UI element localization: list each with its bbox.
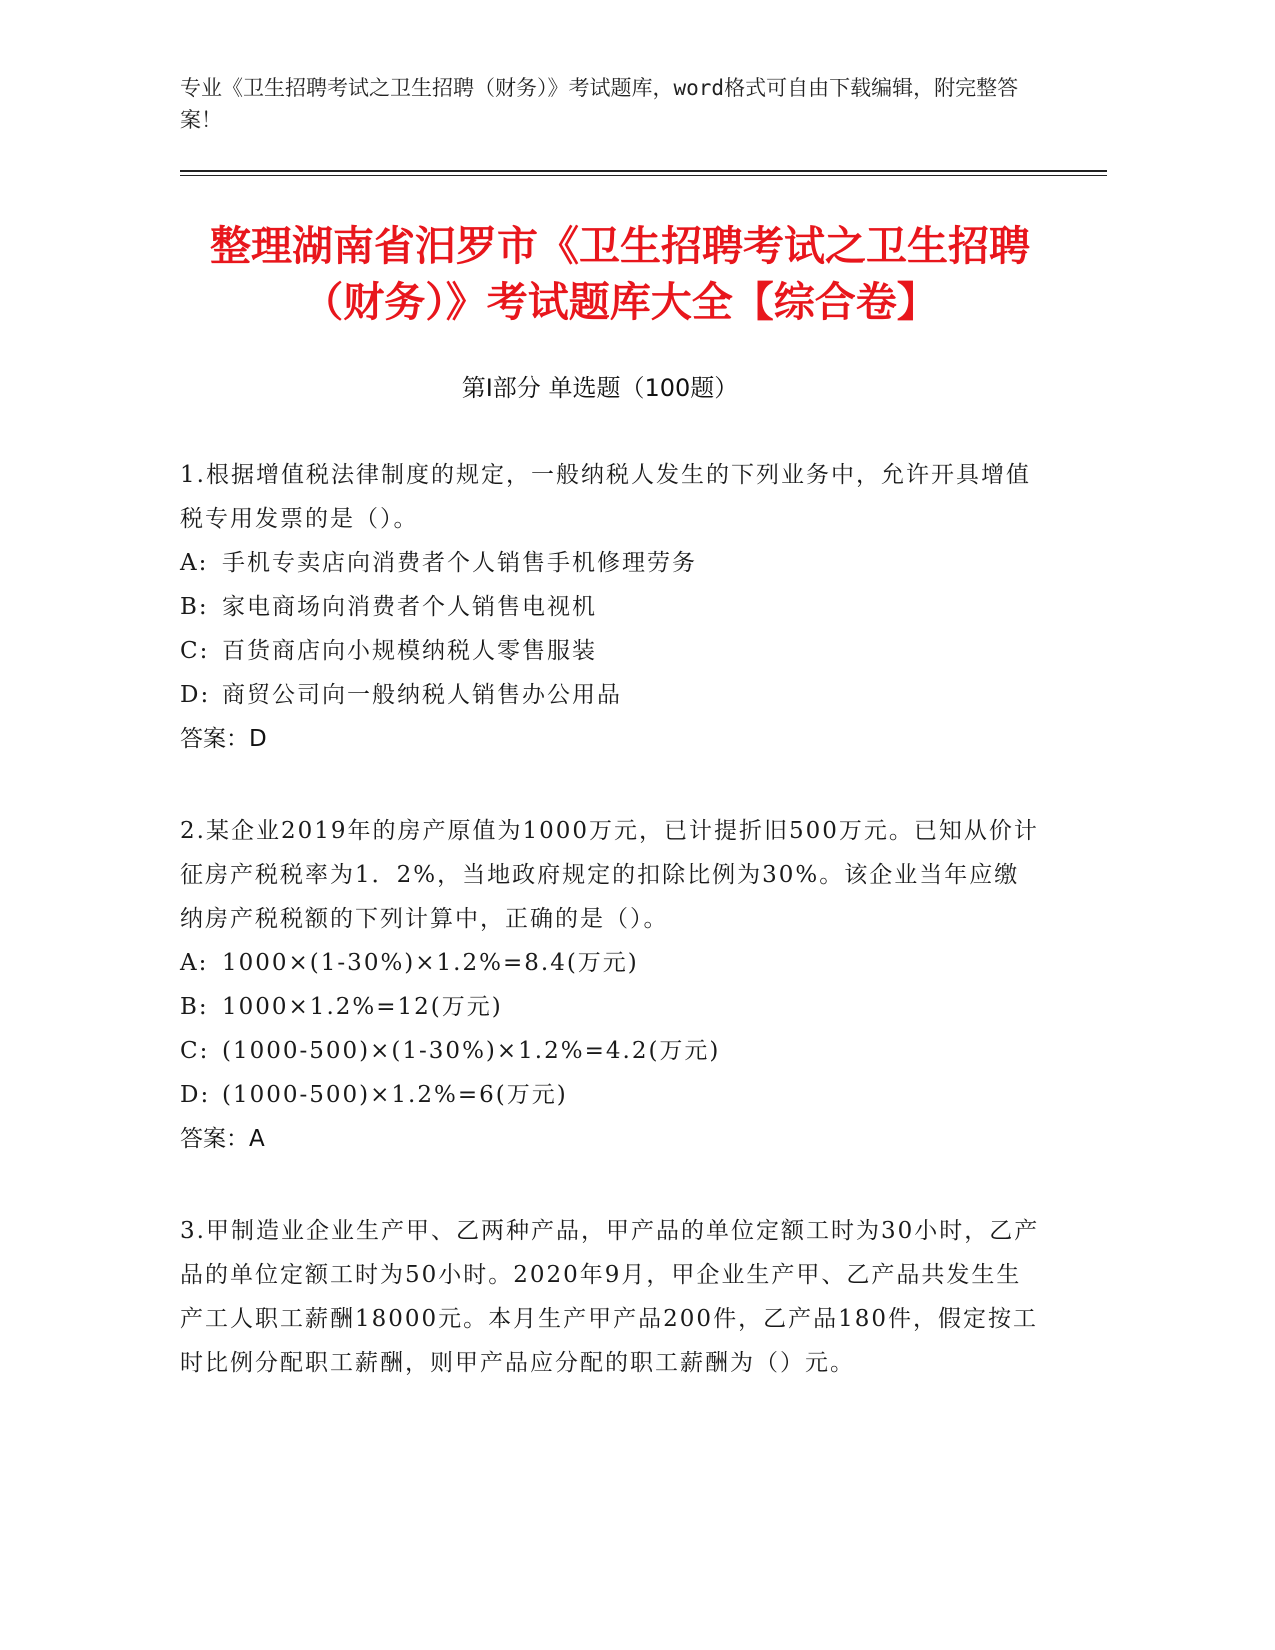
question-stem: 3.甲制造业企业生产甲、乙两种产品，甲产品的单位定额工时为30小时，乙产品的单位定额工时为50小时。2020年9月，甲企业生产甲、乙产品共发生生产工人职工薪酬18000元。本月生产甲产品200件，乙产品180件，假定按工时比例分配职工薪酬，则甲产品应分配的职工薪酬为（）元。 [180,1218,1040,1376]
option-key: C: [180,638,210,664]
option-b [180,985,1040,1029]
option-text: 商贸公司向一般纳税人销售办公用品 [222,682,622,708]
header-divider-thin [180,175,1107,176]
option-c [180,1029,1040,1073]
option-key: D: [180,1082,211,1108]
option-text: (1000-500)×1.2%=6(万元) [222,1082,568,1108]
answer-label: 答案：A [180,1126,265,1152]
option-a [180,541,1040,585]
question-stem: 1.根据增值税法律制度的规定，一般纳税人发生的下列业务中，允许开具增值税专用发票的是（）。 [180,462,1031,532]
option-key: C: [180,1038,210,1064]
option-text: 手机专卖店向消费者个人销售手机修理劳务 [222,550,697,576]
option-key: B: [180,994,209,1020]
question-3 [180,1209,1040,1385]
question-list [180,453,1040,1433]
option-text: 1000×(1-30%)×1.2%=8.4(万元) [222,950,639,976]
option-key: D: [180,682,211,708]
option-key: A: [180,550,209,576]
option-key: A: [180,950,209,976]
option-text: (1000-500)×(1-30%)×1.2%=4.2(万元) [222,1038,721,1064]
option-text: 百货商店向小规模纳税人零售服装 [222,638,597,664]
question-1 [180,453,1040,761]
section-heading: 第I部分 单选题（100题） [461,374,739,402]
option-b [180,585,1040,629]
option-text: 家电商场向消费者个人销售电视机 [222,594,597,620]
option-d [180,1073,1040,1117]
option-text: 1000×1.2%=12(万元) [222,994,503,1020]
answer-label: 答案：D [180,726,267,752]
option-key: B: [180,594,209,620]
option-d [180,673,1040,717]
question-2 [180,809,1040,1161]
document-title: 整理湖南省汨罗市《卫生招聘考试之卫生招聘（财务）》考试题库大全【综合卷】 [210,222,1030,326]
option-c [180,629,1040,673]
option-a [180,941,1040,985]
question-stem: 2.某企业2019年的房产原值为1000万元，已计提折旧500万元。已知从价计征房产税税率为1．2%，当地政府规定的扣除比例为30%。该企业当年应缴纳房产税税额的下列计算中，正确的是（）。 [180,818,1039,932]
header-note: 专业《卫生招聘考试之卫生招聘（财务）》考试题库，word格式可自由下载编辑，附完整答案！ [180,76,1019,132]
header-divider-thick [180,170,1107,172]
